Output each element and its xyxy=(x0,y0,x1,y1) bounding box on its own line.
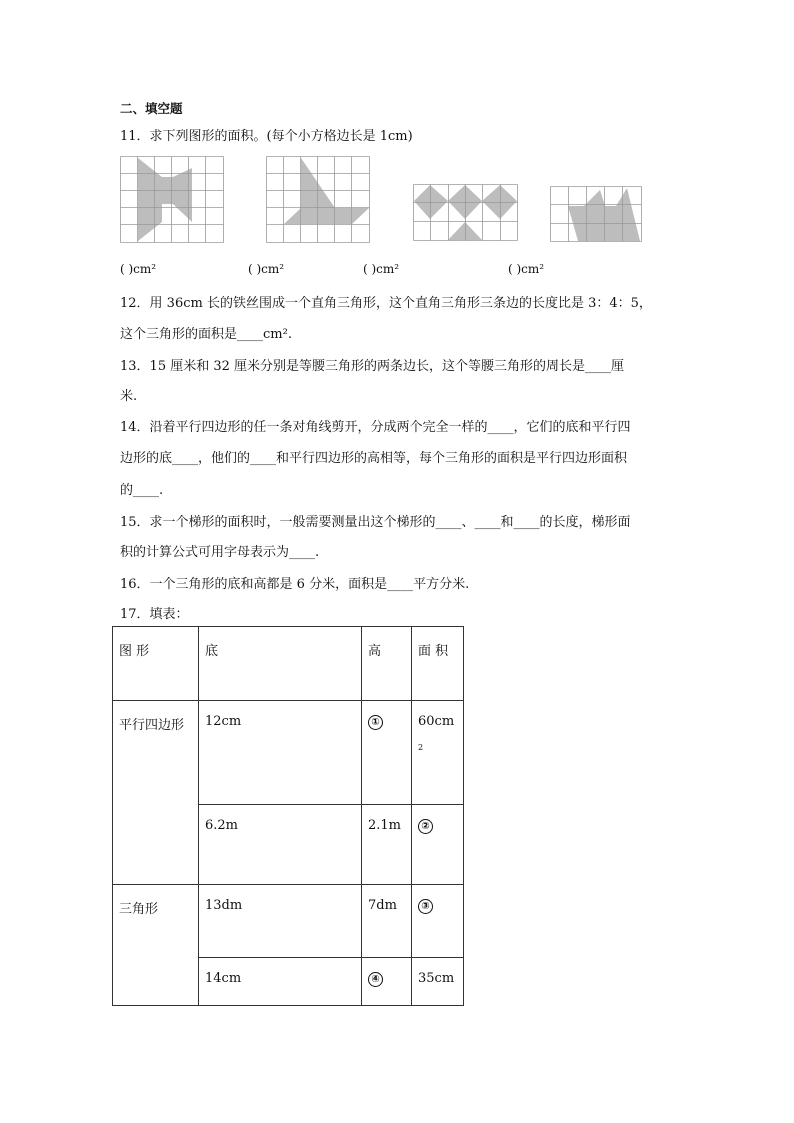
question-12-line1: 12．用 36cm 长的铁丝围成一个直角三角形，这个直角三角形三条边的长度比是 3：4：5， xyxy=(120,296,652,311)
answer-blank-1: ( )cm² xyxy=(120,262,157,276)
header-shape: 图 形 xyxy=(113,627,199,701)
parallelogram-label: 平行四边形 xyxy=(113,701,199,885)
table-row xyxy=(113,885,464,958)
question-17-text: 17．填表： xyxy=(120,607,189,622)
table-row xyxy=(113,701,464,805)
question-13-line2: 米. xyxy=(120,389,138,404)
row2-area-cell xyxy=(412,805,464,885)
row2-height: 2.1m xyxy=(362,805,412,885)
figure-1-shape-right xyxy=(173,168,192,222)
row3-base: 13dm xyxy=(199,885,362,958)
question-12-line2: 这个三角形的面积是____cm². xyxy=(120,327,292,342)
row4-area: 35cm xyxy=(412,958,464,1006)
header-base: 底 xyxy=(199,627,362,701)
question-14-line2: 边形的底____，他们的____和平行四边形的高相等，每个三角形的面积是平行四边形面积 xyxy=(120,451,628,466)
row1-area-cell xyxy=(412,701,464,805)
row1-height-cell xyxy=(362,701,412,805)
row1-height: ① xyxy=(368,715,383,730)
figure-1-shape xyxy=(138,158,173,241)
question-14-line3: 的____. xyxy=(120,483,164,498)
figure-4-grid xyxy=(550,186,642,242)
figure-3-grid xyxy=(413,184,518,241)
figure-2-grid xyxy=(266,156,370,243)
fill-table xyxy=(112,626,464,1006)
row3-area: ③ xyxy=(418,899,433,914)
figure-1-grid xyxy=(120,156,224,243)
row4-base: 14cm xyxy=(199,958,362,1006)
answer-blank-2: ( )cm² xyxy=(248,262,285,276)
row2-area: ② xyxy=(418,819,433,834)
answer-blank-3: ( )cm² xyxy=(363,262,400,276)
question-11-text: 11．求下列图形的面积。(每个小方格边长是 1cm) xyxy=(120,129,413,144)
question-15-line1: 15．求一个梯形的面积时，一般需要测量出这个梯形的____、____和____的长度，梯形面 xyxy=(120,515,631,530)
row3-height: 7dm xyxy=(362,885,412,958)
row4-height: ④ xyxy=(368,972,383,987)
question-13-line1: 13．15 厘米和 32 厘米分别是等腰三角形的两条边长，这个等腰三角形的周长是____厘 xyxy=(120,359,625,374)
section-title: 二、填空题 xyxy=(120,101,183,116)
figure-2-shape xyxy=(284,158,369,224)
row1-area-line1: 60cm xyxy=(418,714,455,729)
row2-base: 6.2m xyxy=(199,805,362,885)
row3-area-cell xyxy=(412,885,464,958)
answer-blank-4: ( )cm² xyxy=(508,262,545,276)
row1-base: 12cm xyxy=(199,701,362,805)
table-header-row xyxy=(113,627,464,701)
question-14-line1: 14．沿着平行四边形的任一条对角线剪开，分成两个完全一样的____，它们的底和平行四 xyxy=(120,420,631,435)
row1-area-line2: 2 xyxy=(418,743,424,752)
triangle-label: 三角形 xyxy=(113,885,199,1006)
figure-4-shape xyxy=(568,188,640,241)
question-16-text: 16．一个三角形的底和高都是 6 分米，面积是____平方分米. xyxy=(120,577,470,592)
row4-height-cell xyxy=(362,958,412,1006)
header-height: 高 xyxy=(362,627,412,701)
header-area: 面 积 xyxy=(412,627,464,701)
question-15-line2: 积的计算公式可用字母表示为____. xyxy=(120,545,320,560)
